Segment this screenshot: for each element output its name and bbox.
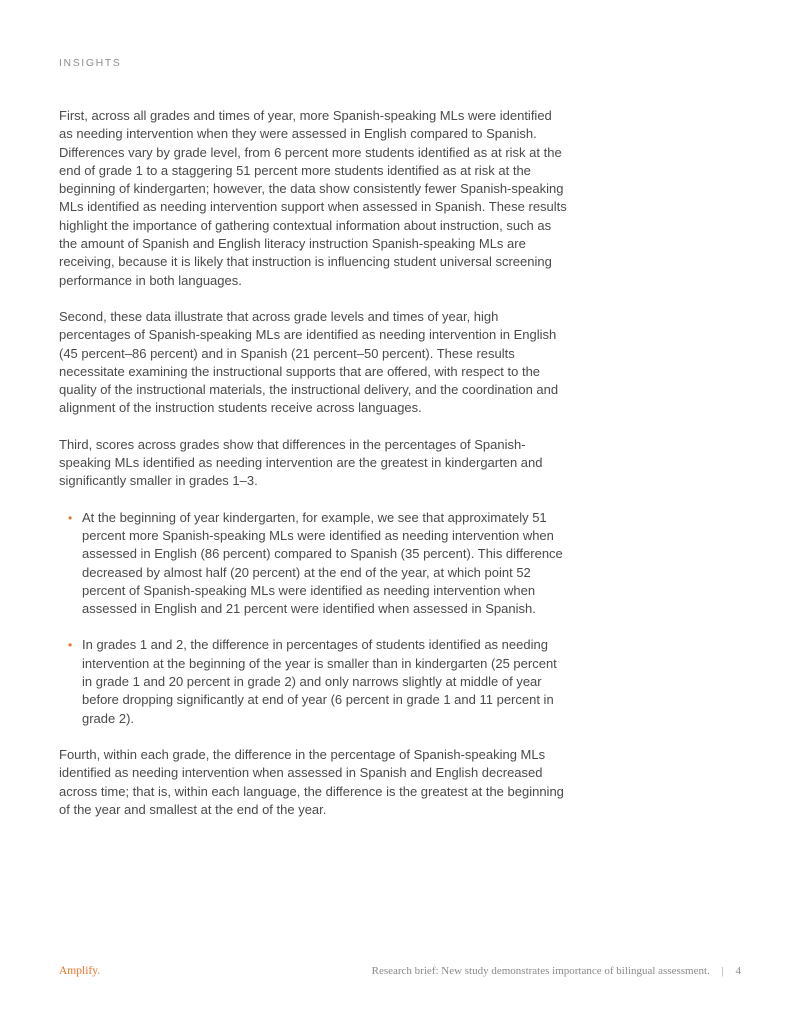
amplify-logo: Amplify.: [59, 965, 101, 977]
footer-separator: |: [721, 965, 724, 977]
paragraph-third: Third, scores across grades show that differences in the percentages of Spanish-speaking MLs identified as needing intervention are the greatest in kindergarten and significantly smaller in grades 1–3.: [59, 436, 543, 489]
bullet-marker: •: [68, 510, 73, 525]
article-body: [59, 107, 569, 837]
paragraph-first: First, across all grades and times of year, more Spanish-speaking MLs were identified as needing intervention when they were assessed in English compared to Spanish. Differences vary by grade level, from 6 percent more students identified as at risk at the end of grade 1 to a staggering 51 percent more students identified as at risk at the beginning of kindergarten; however, the data show consistently fewer Spanish-speaking MLs identified as needing intervention support when assessed in Spanish. These results highlight the importance of gathering contextual information about instruction, such as the amount of Spanish and English literacy instruction Spanish-speaking MLs are receiving, because it is likely that instruction is influencing student universal screening performance in both languages.: [59, 108, 567, 288]
brief-title: Research brief: New study demonstrates importance of bilingual assessment.: [371, 965, 710, 977]
page-number: 4: [735, 965, 741, 977]
section-label: INSIGHTS: [59, 57, 122, 69]
bullet-marker: •: [68, 638, 73, 653]
list-item: [68, 509, 569, 619]
page-footer: [59, 965, 741, 981]
footer-info: [372, 965, 741, 977]
list-item-text: In grades 1 and 2, the difference in percentages of students identified as needing intervention at the beginning of the year is smaller than in kindergarten (25 percent in grade 1 and 20 percent in grade 2) and only narrows slightly at middle of year before dropping significantly at end of year (6 percent in grade 1 and 11 percent in grade 2).: [82, 637, 557, 726]
paragraph-second: Second, these data illustrate that across grade levels and times of year, high percentages of Spanish-speaking MLs are identified as needing intervention in English (45 percent–86 percent) and in Spanish (21 percent–50 percent). These results necessitate examining the instructional supports that are offered, with respect to the quality of the instructional materials, the instructional delivery, and the coordination and alignment of the instruction students receive across languages.: [59, 308, 559, 416]
list-item: [68, 636, 569, 727]
bullet-list: [59, 509, 569, 728]
list-item-text: At the beginning of year kindergarten, for example, we see that approximately 51 percent more Spanish-speaking MLs were identified as needing intervention when assessed in English (86 percent) compared to Spanish (35 percent). This difference decreased by almost half (20 percent) at the end of the year, at which point 52 percent of Spanish-speaking MLs were identified as needing intervention when assessed in English and 21 percent were identified when assessed in Spanish.: [82, 509, 563, 617]
paragraph-fourth: Fourth, within each grade, the difference in the percentage of Spanish-speaking MLs identified as needing intervention when assessed in Spanish and English decreased across time; that is, within each language, the difference is the greatest at the beginning of the year and smallest at the end of the year.: [59, 746, 564, 817]
